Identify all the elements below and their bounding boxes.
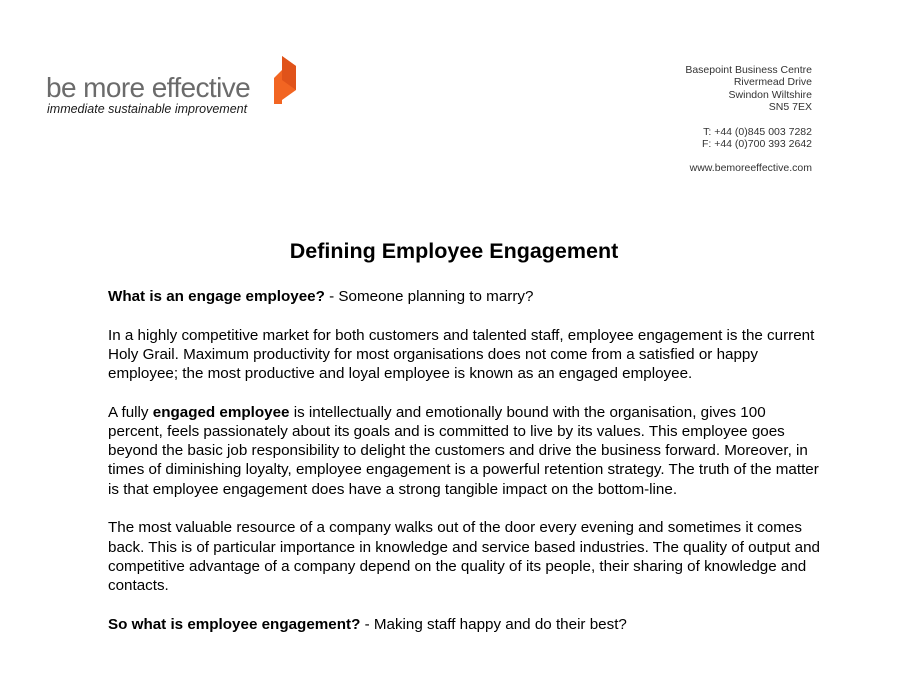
address-line-2: Rivermead Drive: [733, 76, 812, 89]
question-heading-1: [108, 287, 820, 306]
address-line-3: Swindon Wiltshire: [728, 88, 812, 101]
question-bold: So what is employee engagement?: [108, 615, 361, 633]
question-rest: - Making staff happy and do their best?: [360, 615, 627, 633]
address-postcode: SN5 7EX: [768, 101, 812, 114]
company-address: [685, 64, 812, 175]
question-bold: What is an engage employee?: [108, 288, 325, 305]
address-line-1: Basepoint Business Centre: [685, 64, 812, 76]
paragraph-3: The most valuable resource of a company walks out of the door every evening and sometimes it comes back. This is of particular importance in knowledge and service based industries. The quality of output and competitive advantage of a company depend on the quality of its people, their sharing of knowledge and contacts.: [108, 519, 820, 594]
logo-tagline: immediate sustainable improvement: [47, 102, 248, 116]
document-body: [108, 287, 820, 653]
question-rest: - Someone planning to marry?: [324, 288, 534, 305]
paragraph-1: In a highly competitive market for both customers and talented staff, employee engagement is the current Holy Grail. Maximum productivity for most organisations does not come from a satisfied or happy employee; the most productive and loyal employee is known as an engaged employee.: [108, 326, 815, 383]
paragraph-2-start: A fully: [108, 403, 153, 421]
engaged-employee-term: engaged employee: [152, 403, 290, 421]
document-title: Defining Employee Engagement: [289, 239, 619, 263]
logo-wordmark: be more effective: [46, 72, 251, 103]
logo-arrow-icon: [260, 56, 300, 104]
company-logo: [46, 56, 306, 120]
telephone: T: +44 (0)845 003 7282: [703, 125, 812, 138]
paragraph-2-end: is intellectually and emotionally bound with the organisation, gives 100 percent, feels passionately about its goals and is committed to live by its values. This employee goes beyond the basic job responsibility to delight the customers and drive the business forward. Moreover, in times of diminishing loyalty, employee engagement is a powerful retention strategy. The truth of the matter is that employee engagement does have a strong tangible impact on the bottom-line.: [108, 403, 819, 498]
paragraph-2: [108, 403, 820, 499]
question-heading-2: [108, 615, 820, 634]
website-link[interactable]: www.bemoreeffective.com: [689, 162, 812, 175]
fax: F: +44 (0)700 393 2642: [701, 138, 812, 151]
